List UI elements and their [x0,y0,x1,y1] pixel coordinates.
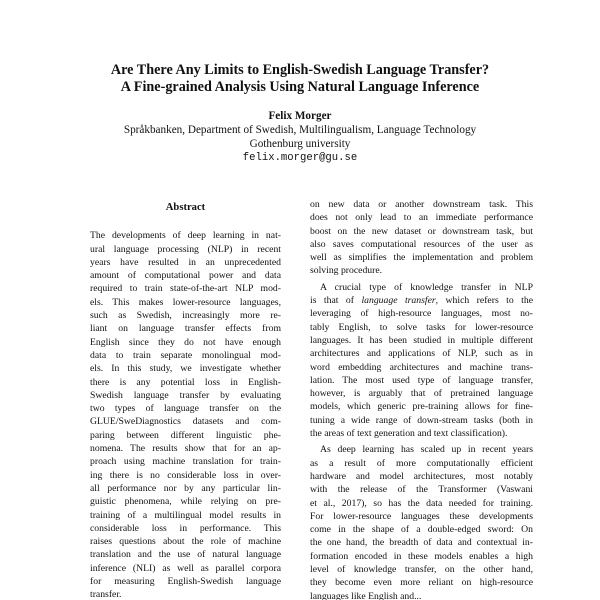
text-line: nomena. The results show that for an ap- [90,443,281,455]
text-line: et al., 2017), so has the data needed for training. [310,497,533,509]
text-line: ural language processing (NLP) in recent [90,243,281,255]
abstract-heading: Abstract [165,202,206,213]
text-line: level of knowledge transfer, on the other hand, [310,564,533,576]
title-line-2: A Fine-grained Analysis Using Natural Language Inference [120,79,480,95]
intro-paragraph-2 [310,281,533,441]
text-line: For lower-resource languages these developments [310,510,533,522]
text-line: does not only lead to an immediate performance [310,212,533,224]
emphasis-term: language transfer [361,295,436,307]
text-line: A crucial type of knowledge transfer in NLP [320,281,533,293]
affiliation-line-2: Gothenburg university [249,138,351,150]
text-line: required to train state-of-the-art NLP mod- [90,283,281,295]
intro-column [310,198,533,600]
text-line: guistic phenomena, while relying on pre- [90,496,281,508]
text-line: for measuring English-Swedish language [90,576,281,588]
text-line: GLUE/SweDiagnostics datasets and com- [90,416,281,428]
text-line: languages like English and... [310,590,422,600]
text-line [310,294,533,307]
intro-paragraph-1 [310,198,533,278]
text-line: As deep learning has scaled up in recent years [320,444,533,456]
text-line: paring between different linguistic phe- [90,429,281,441]
text-line: liant on language transfer effects from [90,323,281,335]
affiliation-line-1: Språkbanken, Department of Swedish, Multilingualism, Language Technology [123,124,477,136]
text-line: data to train separate monolingual mod- [90,349,281,361]
text-line: they become even more reliant on high-resource [310,577,533,589]
text-line: architectures and applications of NLP, such as in [310,348,533,360]
text-line: all performance nor by any particular lin- [90,482,281,494]
text-line: lation. The most used type of language transfer, [310,374,533,386]
text-line: Swedish language transfer by evaluating [90,389,281,401]
text-span: is that of [310,295,362,307]
text-line: amount of computational power and data [90,270,281,282]
text-line: leveraging of high-resource languages, most no- [310,308,533,320]
text-line: boost on the new dataset or downstream task, but [310,225,533,237]
text-span: , which refers to the [435,295,534,307]
text-line: els. This makes lower-resource languages, [90,296,281,308]
text-line: training of a multilingual model results in [90,509,281,521]
text-line: however, is arguably that of pretrained language [310,388,533,400]
text-line: come in the shape of a double-edged sword: On [310,524,533,536]
abstract-body [90,229,281,600]
text-line: tuning a wide range of down-stream tasks (both in [310,414,533,426]
text-line: years have resulted in an unprecedented [90,256,281,268]
text-line: tably English, to solve tasks for lower-resource [310,321,533,333]
text-line: the areas of text generation and text classification). [310,428,508,440]
text-line: word embedding architectures and machine trans- [310,361,533,373]
text-line: on new data or another downstream task. This [310,199,533,210]
text-line: English since they do not have enough [90,336,281,348]
text-line: els. In this study, we investigate whether [90,363,281,375]
text-line: considerable loss in performance. This [90,522,281,534]
text-line: inference (NLI) as well as parallel corpora [90,562,281,574]
text-line: models, which generic pre-training allows for fine- [310,401,533,413]
author-name: Felix Morger [268,110,332,122]
text-line: transfer. [90,589,122,600]
text-line: there is any potential loss in English- [90,376,281,388]
text-line: as a result of more computationally efficient [310,457,533,469]
text-line: solving procedure. [310,265,383,277]
title-line-1: Are There Any Limits to English-Swedish Language Transfer? [110,62,490,78]
text-line: such as Swedish, increasingly more re- [90,310,281,322]
text-line: the one hand, the breadth of data and contextual in- [310,537,533,549]
text-line: with the release of the Transformer (Vaswani [310,484,533,496]
text-line: ing there is no considerable loss in over- [90,469,281,481]
author-email: felix.morger@gu.se [242,152,358,164]
text-line: hardware and model architectures, most notably [310,470,533,482]
text-line: well as simplifies the implementation and problem [310,252,533,264]
text-line: translation and the use of natural language [90,549,281,561]
text-line: languages. It has been studied in multiple different [310,334,533,346]
text-line: The developments of deep learning in nat- [90,230,281,242]
paper-title [0,62,600,96]
text-line: proach using machine translation for train- [90,456,281,468]
intro-paragraph-3 [310,443,533,600]
text-line: formation encoded in these models enables a high [310,550,533,562]
paper-header [0,62,600,166]
text-line: two types of language transfer on the [90,403,281,415]
text-line: raises questions about the role of machine [90,536,281,548]
abstract-column [90,198,281,600]
text-line: also saves computational resources of the user as [310,238,533,250]
